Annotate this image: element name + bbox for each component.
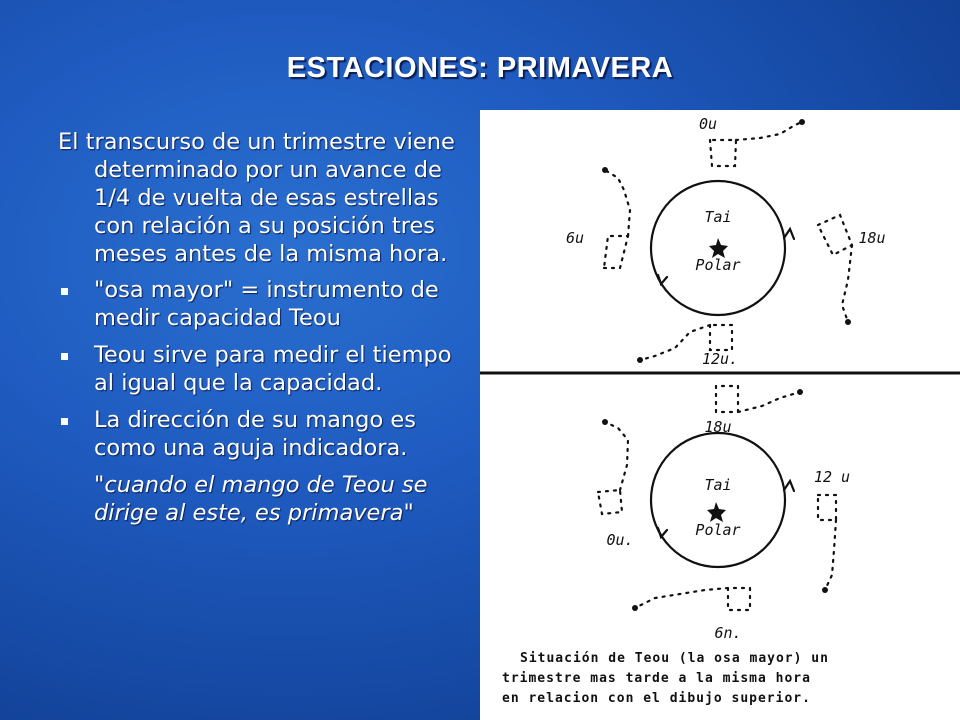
rotation-circle xyxy=(651,433,785,567)
slide-title: ESTACIONES: PRIMAVERA xyxy=(286,52,674,84)
figure-caption xyxy=(502,651,829,706)
bullet-item xyxy=(58,341,468,397)
hour-label: 18u xyxy=(704,418,732,436)
dipper-left xyxy=(598,422,628,514)
body-text xyxy=(58,128,468,527)
rotation-arrow-icon xyxy=(658,528,667,537)
top-star-markers xyxy=(602,119,851,363)
intro-paragraph: El transcurso de un trimestre viene determinado por un avance de 1/4 de vuelta de esas estrellas con relación a su posición tres meses antes de la misma hora. xyxy=(58,129,455,267)
hour-label: 12u. xyxy=(701,350,739,368)
square-bullet-icon xyxy=(61,288,68,295)
rotation-arrow-icon xyxy=(658,275,667,284)
dipper-top xyxy=(716,386,800,412)
dipper-left xyxy=(604,170,630,268)
dipper-bottom xyxy=(635,588,750,610)
center-label-tai: Tai xyxy=(704,208,732,226)
quote-text: "cuando el mango de Teou se dirige al este, es primavera" xyxy=(94,472,428,526)
square-bullet-icon xyxy=(61,418,68,425)
dipper-top xyxy=(710,122,802,166)
caption-line: en relacion con el dibujo superior. xyxy=(502,691,811,706)
constellation-figure xyxy=(480,110,960,720)
polaris-star-icon xyxy=(709,238,728,258)
rotation-arrow-icon xyxy=(784,229,794,239)
dipper-right xyxy=(818,495,836,590)
polaris-star-icon xyxy=(707,502,726,522)
center-label-tai: Tai xyxy=(704,476,732,494)
bullet-item xyxy=(58,406,468,462)
center-label-polar: Polar xyxy=(695,256,741,274)
hour-label: 0u. xyxy=(606,531,634,549)
hour-label: 6n. xyxy=(714,624,742,642)
bottom-labels xyxy=(606,418,850,642)
hour-label: 18u xyxy=(858,229,886,247)
top-diagram xyxy=(604,122,852,360)
bullet-item xyxy=(58,276,468,332)
bullet-text: Teou sirve para medir el tiempo al igual que la capacidad. xyxy=(94,342,452,396)
hour-label: 0u xyxy=(698,115,718,133)
bullet-text: La dirección de su mango es como una aguja indicadora. xyxy=(94,407,416,461)
rotation-arrow-icon xyxy=(784,481,794,491)
dipper-right xyxy=(818,215,852,322)
hour-label: 6u xyxy=(565,229,585,247)
bullet-text: "osa mayor" = instrumento de medir capacidad Teou xyxy=(94,277,439,331)
center-label-polar: Polar xyxy=(695,521,741,539)
hour-label: 12 u xyxy=(813,468,851,486)
square-bullet-icon xyxy=(61,353,68,360)
caption-line: Situación de Teou (la osa mayor) un xyxy=(520,651,829,666)
caption-line: trimestre mas tarde a la misma hora xyxy=(502,671,811,686)
top-labels xyxy=(566,115,886,368)
